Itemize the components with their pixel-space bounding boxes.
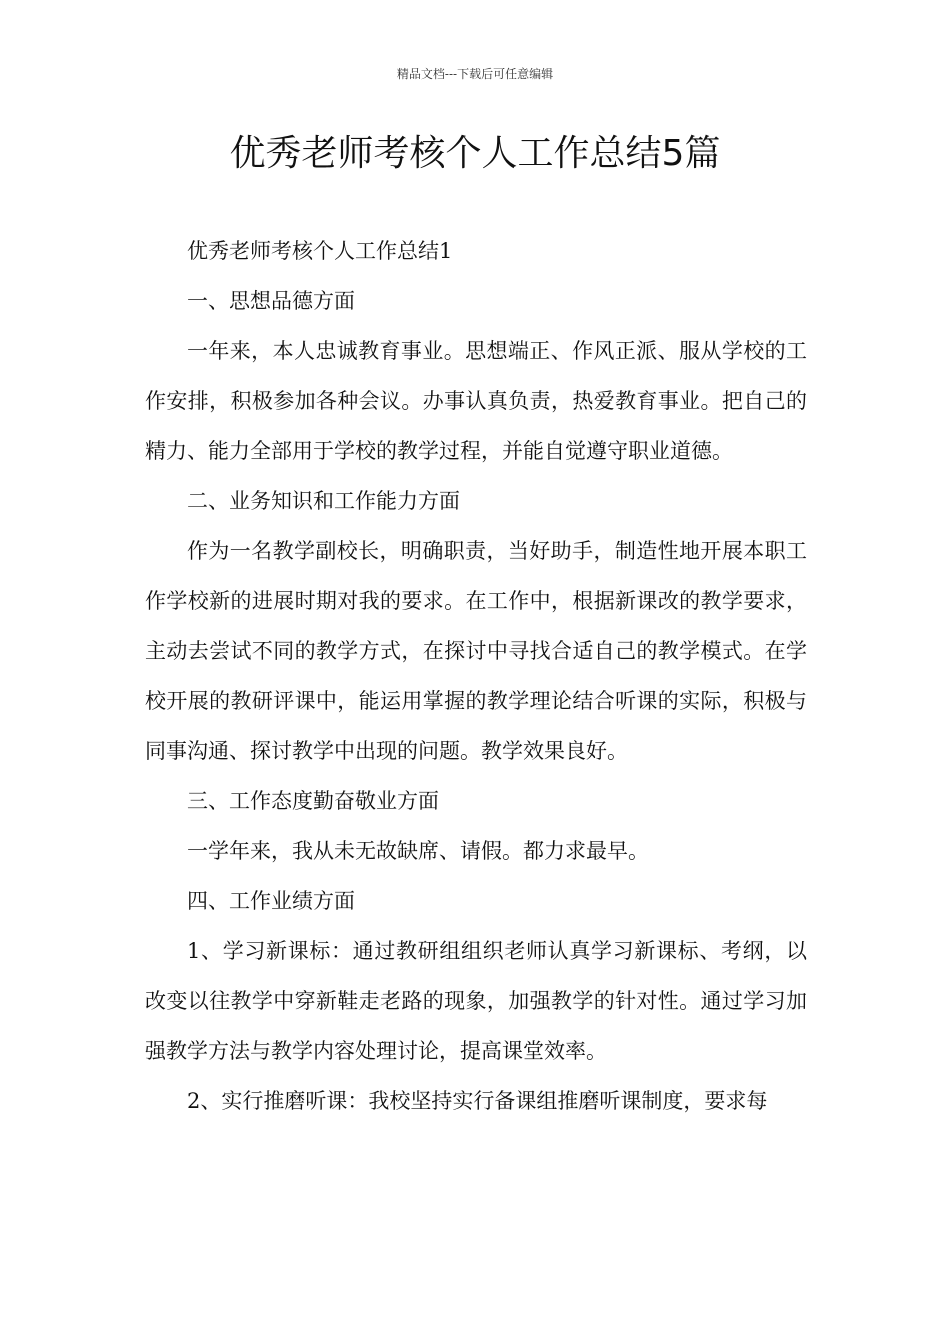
document-title: 优秀老师考核个人工作总结5篇 (229, 133, 721, 174)
section-heading-3: 三、工作态度勤奋敬业方面 (187, 789, 439, 813)
body-paragraph: 2、实行推磨听课：我校坚持实行备课组推磨听课制度，要求每 (187, 1089, 768, 1113)
subtitle-paragraph: 优秀老师考核个人工作总结1 (187, 239, 453, 263)
body-paragraph: 一年来，本人忠诚教育事业。思想端正、作风正派、服从学校的工作安排，积极参加各种会议。办事认真负责，热爱教育事业。把自己的精力、能力全部用于学校的教学过程，并能自觉遵守职业道德。 (145, 339, 807, 463)
section-heading-1: 一、思想品德方面 (187, 289, 355, 313)
body-paragraph: 作为一名教学副校长，明确职责，当好助手，制造性地开展本职工作学校新的进展时期对我的要求。在工作中，根据新课改的教学要求，主动去尝试不同的教学方式，在探讨中寻找合适自己的教学模式。在学校开展的教研评课中，能运用掌握的教学理论结合听课的实际，积极与同事沟通、探讨教学中出现的问题。教学效果良好。 (145, 539, 807, 763)
header-note: 精品文档---下载后可任意编辑 (396, 67, 554, 81)
section-heading-4: 四、工作业绩方面 (187, 889, 355, 913)
section-heading-2: 二、业务知识和工作能力方面 (187, 489, 460, 513)
body-paragraph: 1、学习新课标：通过教研组组织老师认真学习新课标、考纲，以改变以往教学中穿新鞋走老路的现象，加强教学的针对性。通过学习加强教学方法与教学内容处理讨论，提高课堂效率。 (145, 939, 807, 1063)
document-body (145, 226, 807, 1126)
body-paragraph: 一学年来，我从未无故缺席、请假。都力求最早。 (187, 839, 649, 863)
